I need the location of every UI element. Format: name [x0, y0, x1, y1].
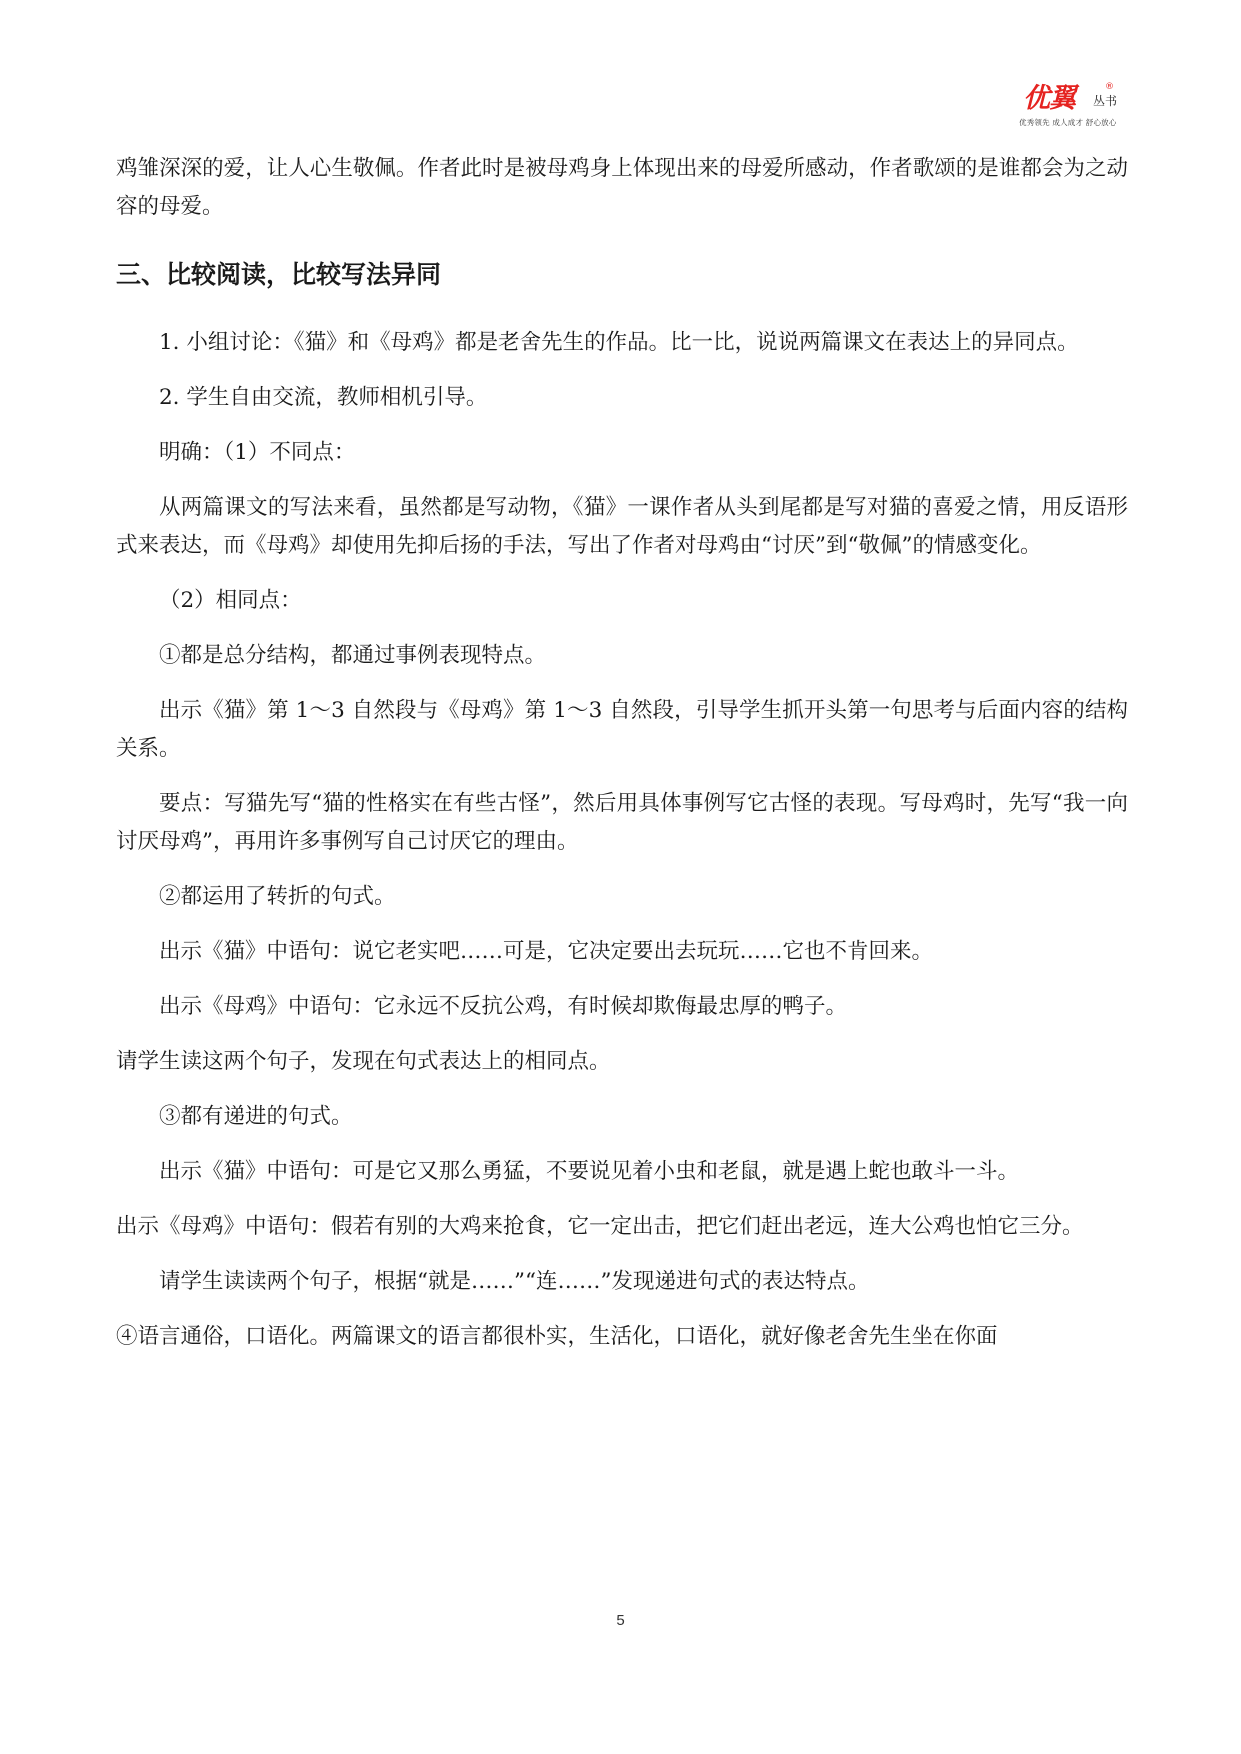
logo-series-label: 丛书	[1093, 94, 1118, 108]
paragraph-continuation: 鸡雏深深的爱，让人心生敬佩。作者此时是被母鸡身上体现出来的母爱所感动，作者歌颂的是谁都会为之动容的母爱。	[116, 156, 1128, 219]
paragraph-point-2: ②都运用了转折的句式。	[159, 884, 396, 909]
paragraph-show-structure: 出示《猫》第 1～3 自然段与《母鸡》第 1～3 自然段，引导学生抓开头第一句思考与后面内容的结构关系。	[116, 698, 1128, 761]
paragraph-cat-sentence-1: 出示《猫》中语句：说它老实吧……可是，它决定要出去玩玩……它也不肯回来。	[159, 939, 934, 964]
section-heading: 三、比较阅读，比较写法异同	[116, 260, 442, 289]
logo-tagline: 优秀领先 成人成才 舒心放心	[1019, 118, 1117, 127]
logo-registered-mark: ®	[1105, 82, 1114, 92]
paragraph-key-points: 要点：写猫先写“猫的性格实在有些古怪”，然后用具体事例写它古怪的表现。写母鸡时，先写“我一向讨厌母鸡”，再用许多事例写自己讨厌它的理由。	[116, 791, 1128, 854]
paragraph-read-prompt-1: 请学生读这两个句子，发现在句式表达上的相同点。	[116, 1049, 611, 1074]
paragraph-point-1: ①都是总分结构，都通过事例表现特点。	[159, 643, 547, 668]
paragraph-clarify: 明确：（1）不同点：	[159, 440, 356, 465]
paragraph-point-3: ③都有递进的句式。	[159, 1104, 353, 1129]
paragraph-read-prompt-2: 请学生读读两个句子，根据“就是……”“连……”发现递进句式的表达特点。	[159, 1269, 870, 1294]
paragraph-exchange: 2. 学生自由交流，教师相机引导。	[159, 385, 488, 410]
page-number: 5	[616, 1612, 625, 1629]
paragraph-discussion: 1. 小组讨论：《猫》和《母鸡》都是老舍先生的作品。比一比，说说两篇课文在表达上的异同点。	[159, 330, 1079, 355]
publisher-logo	[1019, 82, 1133, 134]
paragraph-hen-sentence-2: 出示《母鸡》中语句：假若有别的大鸡来抢食，它一定出击，把它们赶出老远，连大公鸡也怕它三分。	[116, 1214, 1084, 1239]
paragraph-similarity-heading: （2）相同点：	[159, 588, 302, 613]
paragraph-hen-sentence-1: 出示《母鸡》中语句：它永远不反抗公鸡，有时候却欺侮最忠厚的鸭子。	[159, 994, 848, 1019]
page-content	[116, 150, 1128, 1356]
paragraph-difference: 从两篇课文的写法来看，虽然都是写动物，《猫》一课作者从头到尾都是写对猫的喜爱之情，用反语形式来表达，而《母鸡》却使用先抑后扬的手法，写出了作者对母鸡由“讨厌”到“敬佩”的情感变化。	[116, 495, 1128, 558]
paragraph-cat-sentence-2: 出示《猫》中语句：可是它又那么勇猛，不要说见着小虫和老鼠，就是遇上蛇也敢斗一斗。	[159, 1159, 1020, 1184]
paragraph-point-4: ④语言通俗，口语化。两篇课文的语言都很朴实，生活化，口语化，就好像老舍先生坐在你面	[116, 1324, 998, 1349]
logo-text: 优翼	[1023, 83, 1075, 114]
